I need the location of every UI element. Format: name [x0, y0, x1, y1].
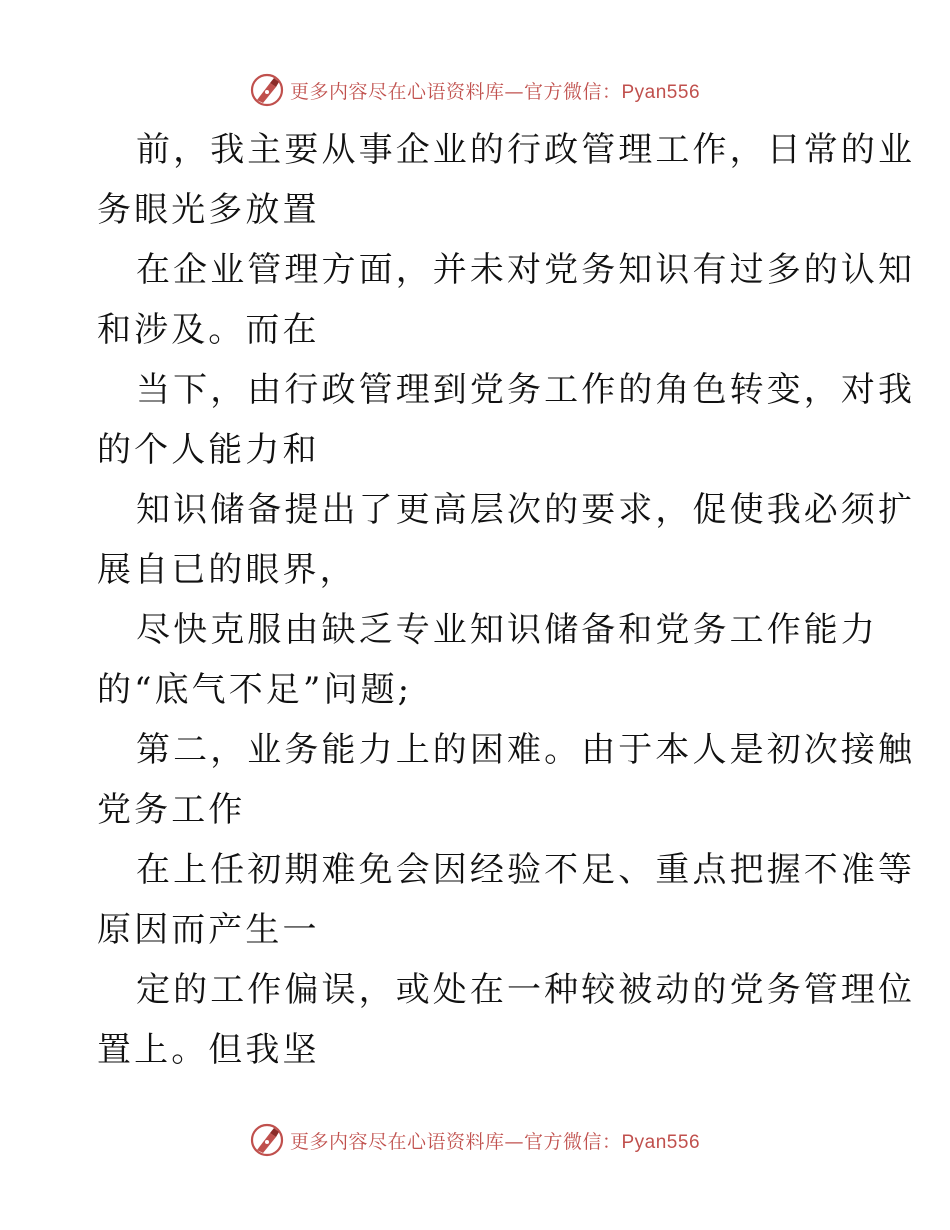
text-line: 务眼光多放置: [97, 190, 320, 230]
header-banner: [0, 70, 950, 110]
text-line: 党务工作: [97, 790, 246, 830]
text-line: 展自已的眼界，: [97, 550, 357, 590]
text-line: 在上任初期难免会因经验不足、重点把握不准等: [136, 850, 916, 890]
text-line: 知识储备提出了更高层次的要求，促使我必须扩: [136, 490, 916, 530]
footer-banner-text: 更多内容尽在心语资料库—官方微信：Pyan556: [289, 1130, 701, 1153]
footer-banner: [0, 1120, 950, 1160]
text-line: 第二，业务能力上的困难。由于本人是初次接触: [136, 730, 916, 770]
header-banner-text: 更多内容尽在心语资料库—官方微信：Pyan556: [289, 80, 701, 103]
text-line: 置上。但我坚: [97, 1030, 320, 1070]
text-line: 的“底气不足”问题;: [97, 670, 413, 710]
pen-nib-logo-icon: [250, 1123, 284, 1157]
text-line: 尽快克服由缺乏专业知识储备和党务工作能力: [136, 610, 878, 650]
text-line: 原因而产生一: [97, 910, 320, 950]
text-line: 在企业管理方面，并未对党务知识有过多的认知: [136, 250, 916, 290]
footer-wechat-id: Pyan556: [621, 1131, 701, 1153]
document-body: [97, 120, 916, 1080]
header-wechat-id: Pyan556: [621, 81, 701, 103]
text-line: 和涉及。而在: [97, 310, 320, 350]
pen-nib-logo-icon: [250, 73, 284, 107]
text-line: 的个人能力和: [97, 430, 320, 470]
text-line: 当下，由行政管理到党务工作的角色转变，对我: [136, 370, 916, 410]
text-line: 前，我主要从事企业的行政管理工作，日常的业: [136, 130, 916, 170]
text-line: 定的工作偏误，或处在一种较被动的党务管理位: [136, 970, 916, 1010]
